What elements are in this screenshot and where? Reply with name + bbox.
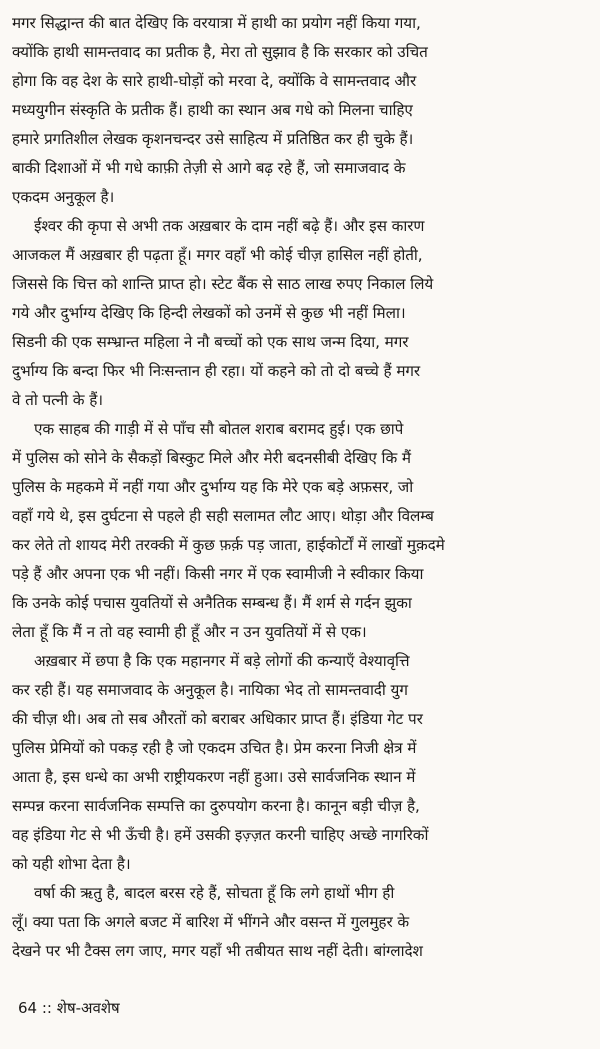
- text-line: हमारे प्रगतिशील लेखक कृशनचन्दर उसे साहित्य में प्रतिष्ठित कर ही चुके हैं।: [12, 130, 414, 148]
- footer-separator: ::: [41, 999, 52, 1017]
- text-line: वे तो पत्नी के हैं।: [12, 391, 103, 409]
- text-line: पुलिस के महकमे में नहीं गया और दुर्भाग्य यह कि मेरे एक बड़े अफ़सर, जो: [12, 478, 414, 496]
- text-line: वर्षा की ऋतु है, बादल बरस रहे हैं, सोचता हूँ कि लगे हाथों भीग ही: [34, 884, 395, 902]
- text-line: क्योंकि हाथी सामन्तवाद का प्रतीक है, मेरा तो सुझाव है कि सरकार को उचित: [12, 43, 428, 61]
- text-line: वह इंडिया गेट से भी ऊँची है। हमें उसकी इज़्ज़त करनी चाहिए अच्छे नागरिकों: [12, 826, 429, 844]
- text-line: कर रही हैं। यह समाजवाद के अनुकूल है। नायिका भेद तो सामन्तवादी युग: [12, 681, 408, 699]
- text-line: ईश्वर की कृपा से अभी तक अख़बार के दाम नहीं बढ़े हैं। और इस कारण: [34, 217, 425, 235]
- text-line: पड़े हैं और अपना एक भी नहीं। किसी नगर में एक स्वामीजी ने स्वीकार किया: [12, 565, 424, 583]
- text-line: पुलिस प्रेमियों को पकड़ रही है जो एकदम उचित है। प्रेम करना निजी क्षेत्र में: [12, 739, 417, 757]
- page-footer: [18, 998, 120, 1018]
- text-line: मगर सिद्धान्त की बात देखिए कि वरयात्रा में हाथी का प्रयोग नहीं किया गया,: [12, 14, 421, 32]
- paragraph: [12, 415, 592, 647]
- text-line: मध्ययुगीन संस्कृति के प्रतीक हैं। हाथी का स्थान अब गधे को मिलना चाहिए: [12, 101, 413, 119]
- text-line: एक साहब की गाड़ी में से पाँच सौ बोतल शराब बरामद हुई। एक छापे: [34, 420, 404, 438]
- text-line: की चीज़ थी। अब तो सब औरतों को बराबर अधिकार प्राप्त हैं। इंडिया गेट पर: [12, 710, 423, 728]
- text-line: वहाँ गये थे, इस दुर्घटना से पहले ही सही सलामत लौट आए। थोड़ा और विलम्ब: [12, 507, 434, 525]
- page-body-text: [12, 9, 592, 966]
- text-line: दुर्भाग्य कि बन्दा फिर भी निःसन्तान ही रहा। यों कहने को तो दो बच्चे हैं मगर: [12, 362, 421, 380]
- text-line: लूँ। क्या पता कि अगले बजट में बारिश में भींगने और वसन्त में गुलमुहर के: [12, 913, 410, 931]
- text-line: कि उनके कोई पचास युवतियों से अनैतिक सम्बन्ध हैं। मैं शर्म से गर्दन झुका: [12, 594, 412, 612]
- text-line: में पुलिस को सोने के सैकड़ों बिस्कुट मिले और मेरी बदनसीबी देखिए कि मैं: [12, 449, 411, 467]
- text-line: आजकल मैं अख़बार ही पढ़ता हूँ। मगर वहाँ भी कोई चीज़ हासिल नहीं होती,: [12, 246, 423, 264]
- text-line: जिससे कि चित्त को शान्ति प्राप्त हो। स्टेट बैंक से साठ लाख रुपए निकाल लिये: [12, 275, 434, 293]
- text-line: को यही शोभा देता है।: [12, 855, 131, 873]
- text-line: देखने पर भी टैक्स लग जाए, मगर यहाँ भी तबीयत साथ नहीं देती। बांग्लादेश: [12, 942, 423, 960]
- text-line: अख़बार में छपा है कि एक महानगर में बड़े लोगों की कन्याएँ वेश्यावृत्ति: [34, 652, 410, 670]
- text-line: कर लेते तो शायद मेरी तरक्की में कुछ फ़र्क़ पड़ जाता, हाईकोर्टों में लाखों मुक़दमे: [12, 536, 445, 554]
- text-line: एकदम अनुकूल है।: [12, 188, 115, 206]
- paragraph: [12, 212, 592, 415]
- paragraph: [12, 9, 592, 212]
- text-line: होगा कि वह देश के सारे हाथी-घोड़ों को मरवा दे, क्योंकि वे सामन्तवाद और: [12, 72, 417, 90]
- text-line: सम्पन्न करना सार्वजनिक सम्पत्ति का दुरुपयोग करना है। कानून बड़ी चीज़ है,: [12, 797, 420, 815]
- paragraph: [12, 647, 592, 879]
- text-line: आता है, इस धन्धे का अभी राष्ट्रीयकरण नहीं हुआ। उसे सार्वजनिक स्थान में: [12, 768, 416, 786]
- text-line: बाकी दिशाओं में भी गधे काफ़ी तेज़ी से आगे बढ़ रहे हैं, जो समाजवाद के: [12, 159, 406, 177]
- text-line: सिडनी की एक सम्भ्रान्त महिला ने नौ बच्चों को एक साथ जन्म दिया, मगर: [12, 333, 409, 351]
- paragraph: [12, 879, 592, 966]
- page-number: 64: [18, 999, 38, 1017]
- text-line: लेता हूँ कि मैं न तो वह स्वामी ही हूँ और न उन युवतियों में से एक।: [12, 623, 367, 641]
- text-line: गये और दुर्भाग्य देखिए कि हिन्दी लेखकों को उनमें से कुछ भी नहीं मिला।: [12, 304, 406, 322]
- book-title: शेष-अवशेष: [56, 999, 120, 1017]
